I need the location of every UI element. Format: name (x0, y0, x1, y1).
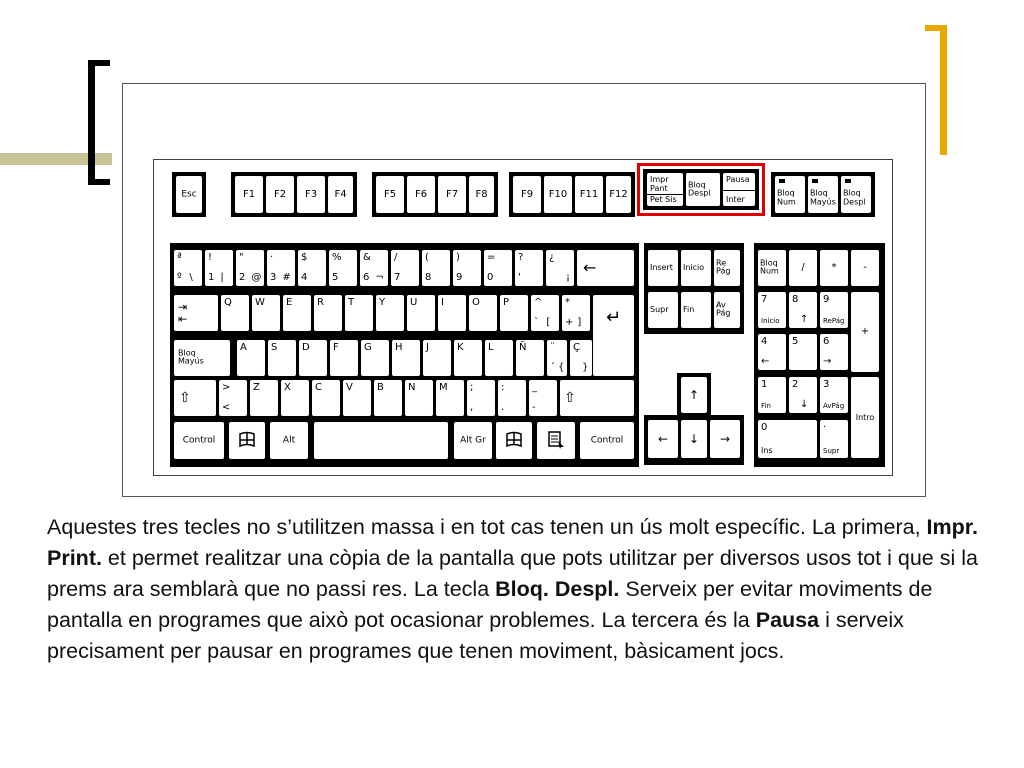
key-capslock: Bloq Mayús (174, 340, 230, 376)
key-g: G (361, 340, 389, 376)
key-f3: F3 (297, 176, 325, 213)
key-r1-0: ª º \ (174, 250, 202, 286)
key-n: N (405, 380, 433, 416)
key-b: B (374, 380, 402, 416)
key-fin: Fin (681, 292, 711, 328)
key-r1-11: ? ' (515, 250, 543, 286)
key-r1-5: % 5 (329, 250, 357, 286)
key-inicio: Inicio (681, 250, 711, 286)
key-num-plus: + (851, 292, 879, 372)
key-num-7: 7 Inicio (758, 292, 786, 328)
key-colon: : . (498, 380, 526, 416)
key-d: D (299, 340, 327, 376)
key-arrow-right: → (710, 420, 740, 458)
key-num-mul: * (820, 250, 848, 286)
key-y: Y (376, 295, 404, 331)
key-t: T (345, 295, 373, 331)
key-f7: F7 (438, 176, 466, 213)
windows-icon (237, 431, 257, 449)
key-repag: Re Pág (714, 250, 740, 286)
key-cedilla: Ç } (570, 340, 592, 376)
key-num-6: 6 → (820, 334, 848, 370)
key-bloq-despl: Bloq Despl (686, 173, 720, 206)
key-num-dot: · Supr (820, 420, 848, 458)
key-z: Z (250, 380, 278, 416)
key-tab: ⇥ ⇤ (174, 295, 218, 331)
pausa-term: Pausa (755, 608, 820, 632)
key-k: K (454, 340, 482, 376)
key-f4: F4 (328, 176, 353, 213)
key-menu (537, 422, 575, 459)
windows-icon (504, 431, 524, 449)
key-p: P (500, 295, 528, 331)
key-f8: F8 (469, 176, 494, 213)
right-bracket (925, 25, 947, 155)
key-f10: F10 (544, 176, 572, 213)
key-control-right: Control (580, 422, 634, 459)
key-i: I (438, 295, 466, 331)
key-f5: F5 (376, 176, 404, 213)
key-r1-4: $ 4 (298, 250, 326, 286)
key-underscore: _ - (529, 380, 557, 416)
key-control-left: Control (174, 422, 224, 459)
description-paragraph: Aquestes tres tecles no s’utilitzen massa i en tot cas tenen un ús molt específic. La primera, Impr. Print. et permet realitzar una còpia de la pantalla que pots utilitzar per diversos usos tot i que si la prems ara semblarà que no passi res. La tecla Bloq. Despl. Serveix per evitar moviments de pantalla en programes que això pot ocasionar problemes. La tercera és la Pausa i serveix precisament per pausar en programes que tenen moviment, bàsicament jocs. (47, 515, 978, 663)
key-impr-pant: Impr Pant Pet Sis (647, 173, 683, 206)
key-f1: F1 (235, 176, 263, 213)
key-v: V (343, 380, 371, 416)
key-esc: Esc (176, 176, 202, 213)
key-num-9: 9 RePág (820, 292, 848, 328)
key-f9: F9 (513, 176, 541, 213)
key-j: J (423, 340, 451, 376)
key-semicolon: ; , (467, 380, 495, 416)
key-caret: ^ ` [ (531, 295, 559, 331)
key-r1-3: · 3 # (267, 250, 295, 286)
key-num-0: 0 Ins (758, 420, 817, 458)
key-w: W (252, 295, 280, 331)
key-supr: Supr (648, 292, 678, 328)
key-backspace: ← (577, 250, 634, 286)
key-r1-2: " 2 @ (236, 250, 264, 286)
key-f2: F2 (266, 176, 294, 213)
key-alt: Alt (270, 422, 308, 459)
key-a: A (237, 340, 265, 376)
left-bracket (88, 60, 110, 185)
key-f12: F12 (606, 176, 631, 213)
key-r1-9: ) 9 (453, 250, 481, 286)
key-dieresis: ¨ ´ { (547, 340, 567, 376)
key-u: U (407, 295, 435, 331)
key-shift-right: ⇧ (560, 380, 634, 416)
key-s: S (268, 340, 296, 376)
key-r1-12: ¿ ¡ (546, 250, 574, 286)
key-l: L (485, 340, 513, 376)
key-bloq-num: Bloq Num (758, 250, 786, 286)
highlight-box (637, 163, 765, 216)
key-avpag: Av Pág (714, 292, 740, 328)
key-pausa: Pausa Inter (723, 173, 755, 206)
led-bloq-mayus: Bloq Mayús (808, 176, 838, 213)
menu-icon (546, 430, 566, 450)
key-num-div: / (789, 250, 817, 286)
key-num-intro: Intro (851, 377, 879, 458)
key-num-minus: - (851, 250, 879, 286)
key-insert: Insert (648, 250, 678, 286)
key-space (314, 422, 448, 459)
key-arrow-down: ↓ (681, 420, 707, 458)
key-r: R (314, 295, 342, 331)
key-h: H (392, 340, 420, 376)
key-asterisk: * + ] (562, 295, 590, 331)
led-bloq-num: Bloq Num (775, 176, 805, 213)
key-num-8: 8 ↑ (789, 292, 817, 328)
key-arrow-up: ↑ (681, 377, 707, 413)
key-windows-left (229, 422, 265, 459)
led-bloq-despl: Bloq Despl (841, 176, 871, 213)
key-altgr: Alt Gr (454, 422, 492, 459)
key-c: C (312, 380, 340, 416)
key-windows-right (496, 422, 532, 459)
key-o: O (469, 295, 497, 331)
key-num-1: 1 Fin (758, 377, 786, 413)
key-f6: F6 (407, 176, 435, 213)
key-q: Q (221, 295, 249, 331)
bloq-despl-term: Bloq. Despl. (495, 577, 620, 601)
key-arrow-left: ← (648, 420, 678, 458)
key-m: M (436, 380, 464, 416)
key-r1-7: / 7 (391, 250, 419, 286)
key-num-3: 3 AvPág (820, 377, 848, 413)
key-x: X (281, 380, 309, 416)
key-f: F (330, 340, 358, 376)
key-enter: ↵ (593, 295, 634, 376)
key-angle: > < (219, 380, 247, 416)
key-r1-8: ( 8 (422, 250, 450, 286)
key-enye: Ñ (516, 340, 544, 376)
key-r1-1: ! 1 | (205, 250, 233, 286)
key-f11: F11 (575, 176, 603, 213)
key-shift-left: ⇧ (174, 380, 216, 416)
key-r1-6: & 6 ¬ (360, 250, 388, 286)
key-e: E (283, 295, 311, 331)
key-num-5: 5 (789, 334, 817, 370)
impr-print-term: Impr. Print. (47, 515, 978, 570)
key-r1-10: = 0 (484, 250, 512, 286)
key-num-4: 4 ← (758, 334, 786, 370)
key-num-2: 2 ↓ (789, 377, 817, 413)
